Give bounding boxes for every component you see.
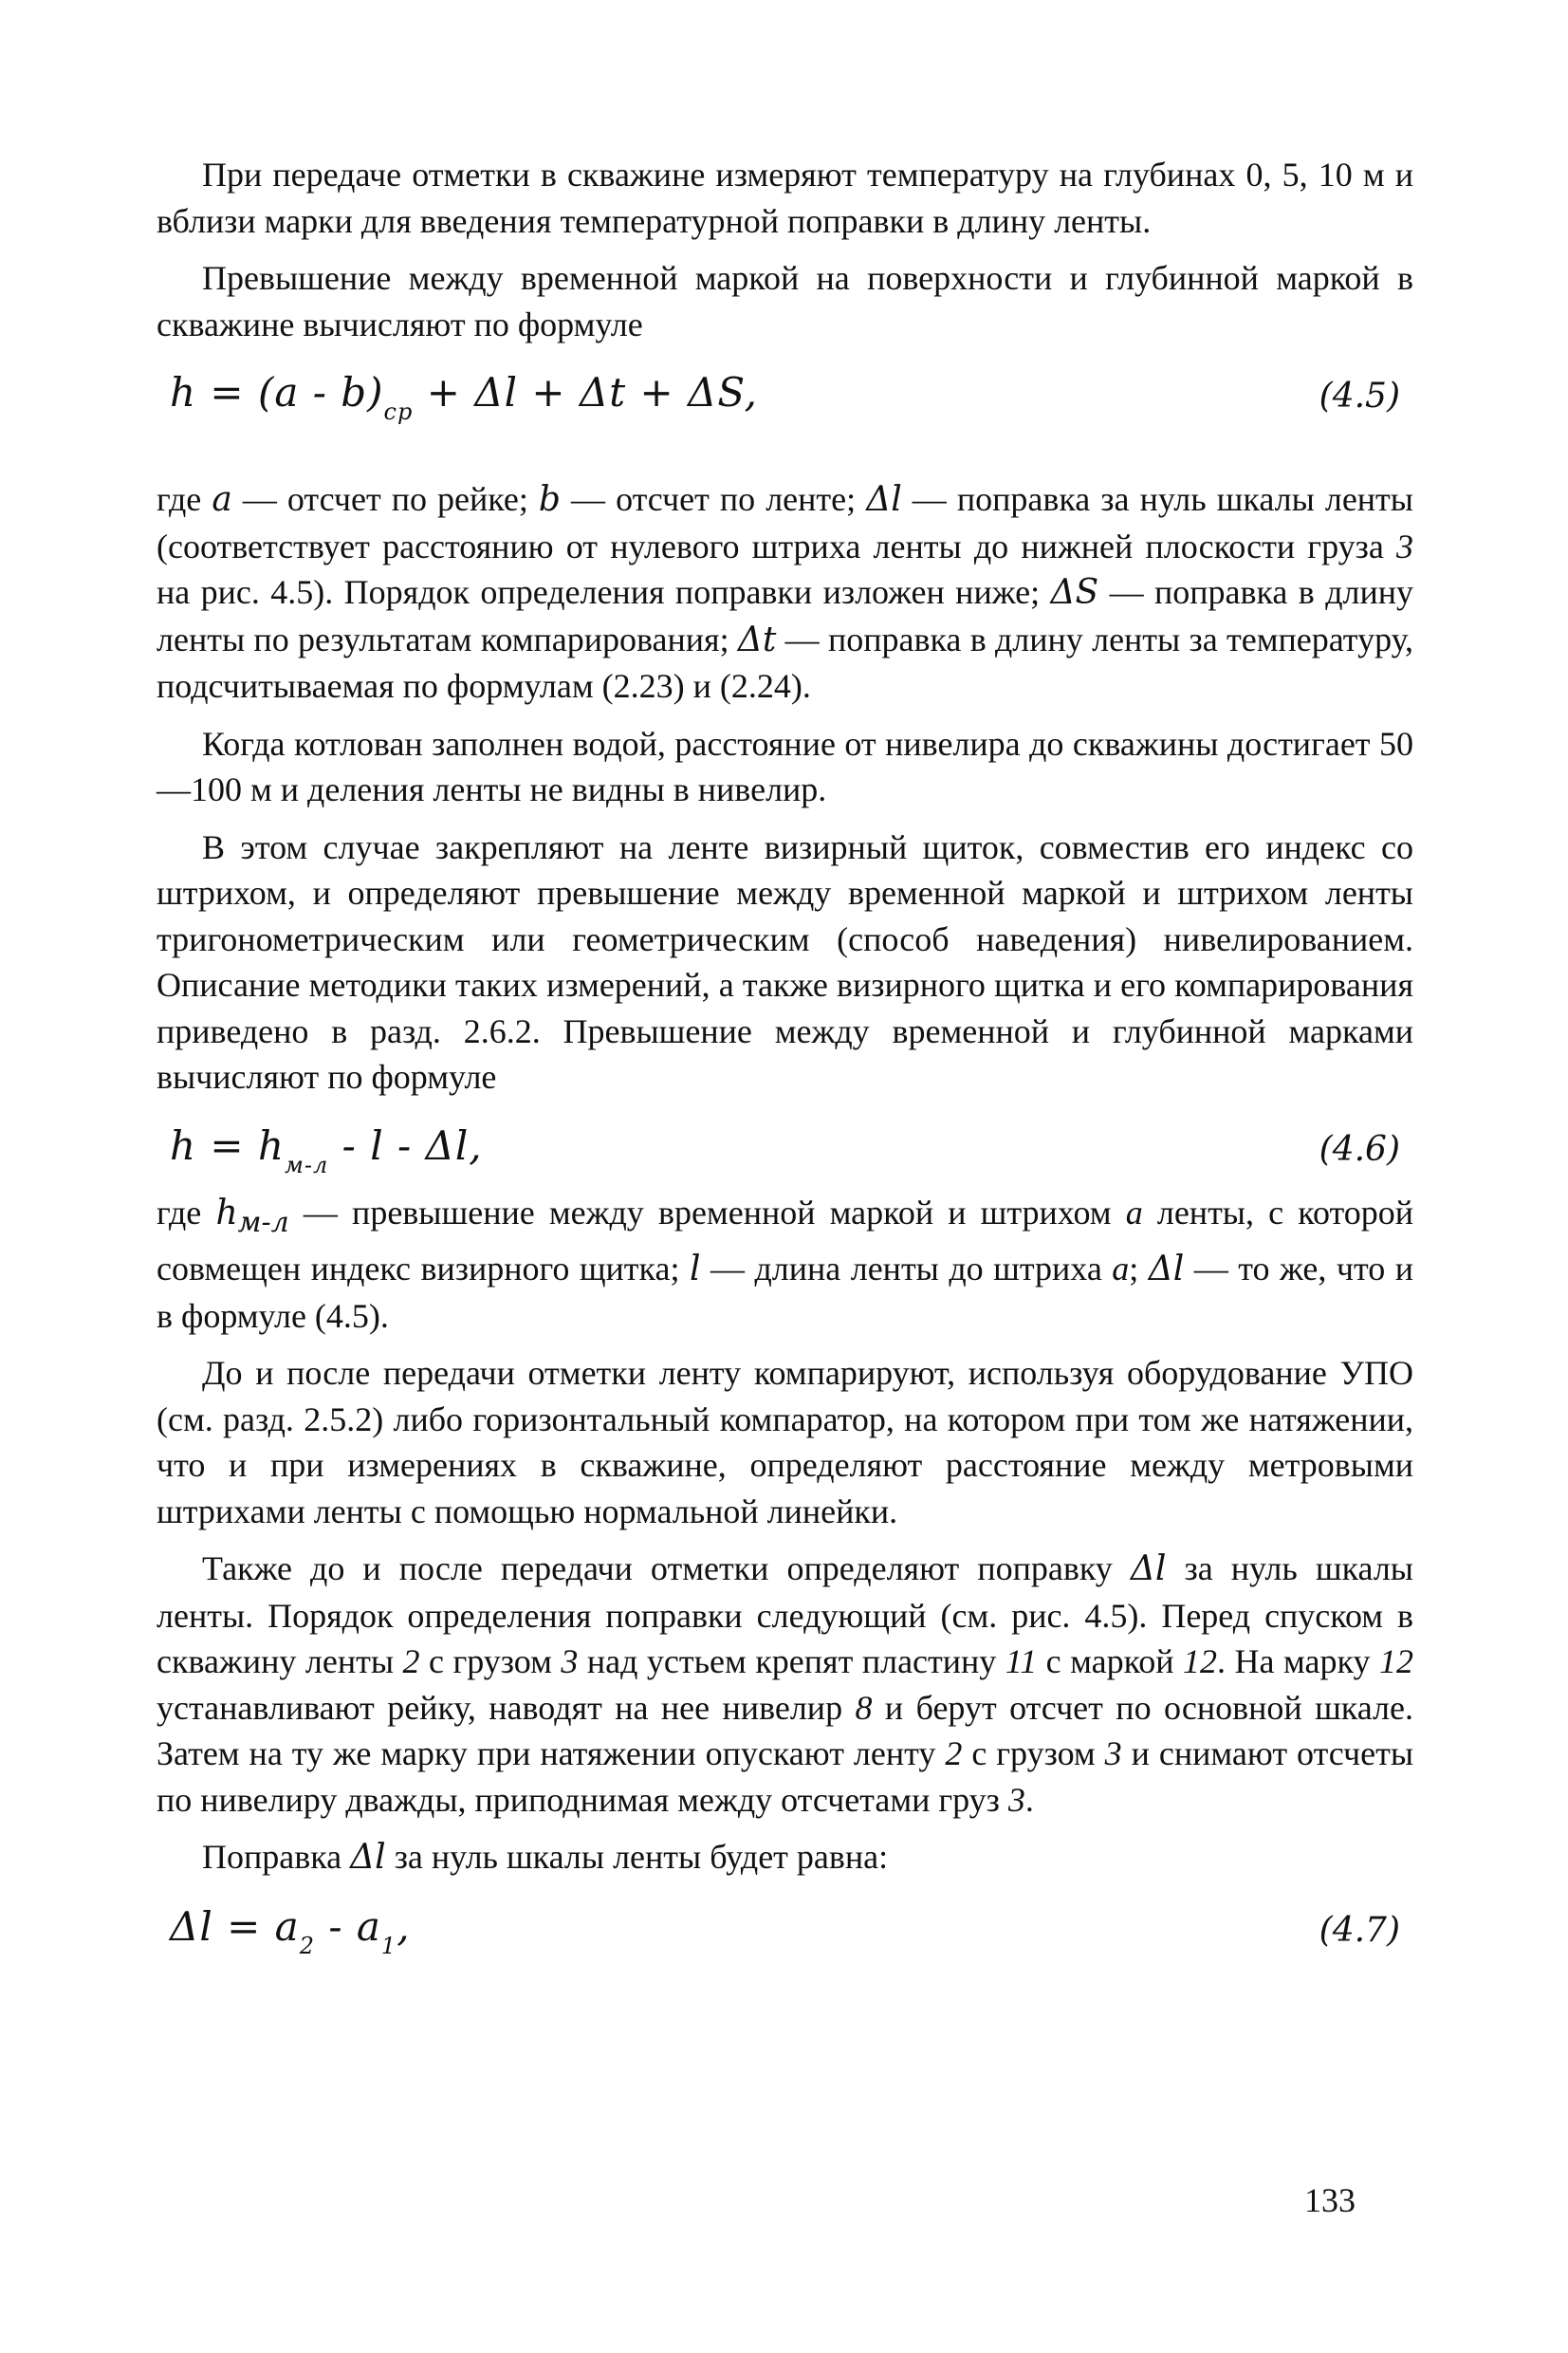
formula-4-5 bbox=[157, 359, 1413, 471]
formula-4-6-expression: $h = h_{м-л} - l - \Delta l$, bbox=[170, 1121, 483, 1178]
formula-4-5-number: (4.5) bbox=[1319, 377, 1400, 416]
formula-4-7 bbox=[157, 1893, 1413, 1978]
paragraph-comparison: До и после передачи отметки ленту компарируют, используя оборудование УПО (см. разд. 2.5.2) либо горизонтальный компаратор, на котором при том же натяжении, что и при измерениях в скважине, определяют расстояние между метровыми штрихами ленты с помощью нормальной линейки. bbox=[157, 1354, 1413, 1530]
formula-4-6 bbox=[157, 1112, 1413, 1186]
paragraph-temperature: При передаче отметки в скважине измеряют температуру на глубинах 0, 5, 10 м и вблизи марки для введения температурной поправки в длину ленты. bbox=[157, 156, 1413, 240]
paragraph-definitions-4-6: где $h_{м-л}$ — превышение между временной маркой и штрихом a ленты, с которой совмещен индекс визирного щитка; l — длина ленты до штриха a; Δl — то же, что и в формуле (4.5). bbox=[157, 1193, 1414, 1335]
page-body bbox=[157, 152, 1413, 1978]
paragraph-sighting-plate: В этом случае закрепляют на ленте визирный щиток, совместив его индекс со штрихом, и определяют превышение между временной маркой и штрихом ленты тригонометрическим или геометрическим (способ наведения) нивелированием. Описание методики таких измерений, а также визирного щитка и его компарирования приведено в разд. 2.6.2. Превышение между временной и глубинной марками вычисляют по формуле bbox=[157, 827, 1413, 1096]
formula-4-7-expression: $\Delta l = a_2 - a_1$, bbox=[170, 1902, 411, 1959]
paragraph-pit-water: Когда котлован заполнен водой, расстояние от нивелира до скважины достигает 50—100 м и деления ленты не видны в нивелир. bbox=[157, 724, 1413, 808]
paragraph-definitions-4-5: где a — отсчет по рейке; b — отсчет по ленте; Δl — поправка за нуль шкалы ленты (соответствует расстоянию от нулевого штриха ленты до нижней плоскости груза 3 на рис. 4.5). Порядок определения поправки изложен ниже; ΔS — поправка в длину ленты по результатам компарирования; Δt — поправка в длину ленты за температуру, подсчитываемая по формулам (2.23) и (2.24). bbox=[157, 480, 1414, 705]
formula-4-6-number: (4.6) bbox=[1319, 1129, 1400, 1169]
paragraph-elevation-intro: Превышение между временной маркой на поверхности и глубинной маркой в скважине вычисляют по формуле bbox=[157, 259, 1413, 343]
paragraph-correction-equals: Поправка Δl за нуль шкалы ленты будет равна: bbox=[202, 1838, 889, 1878]
formula-4-5-expression: $h = (a - b)_{ср} + \Delta l + \Delta t + \Delta S$, bbox=[170, 369, 758, 425]
page-number: 133 bbox=[1304, 2181, 1356, 2219]
paragraph-zero-correction: Также до и после передачи отметки определяют поправку Δl за нуль шкалы ленты. Порядок определения поправки следующий (см. рис. 4.5). Перед спуском в скважину ленты 2 с грузом 3 над устьем крепят пластину 11 с маркой 12. На марку 12 устанавливают рейку, наводят на нее нивелир 8 и берут отсчет по основной шкале. Затем на ту же марку при натяжении опускают ленту 2 с грузом 3 и снимают отсчеты по нивелиру дважды, приподнимая между отсчетами груз 3. bbox=[157, 1549, 1414, 1819]
formula-4-7-number: (4.7) bbox=[1319, 1910, 1400, 1950]
